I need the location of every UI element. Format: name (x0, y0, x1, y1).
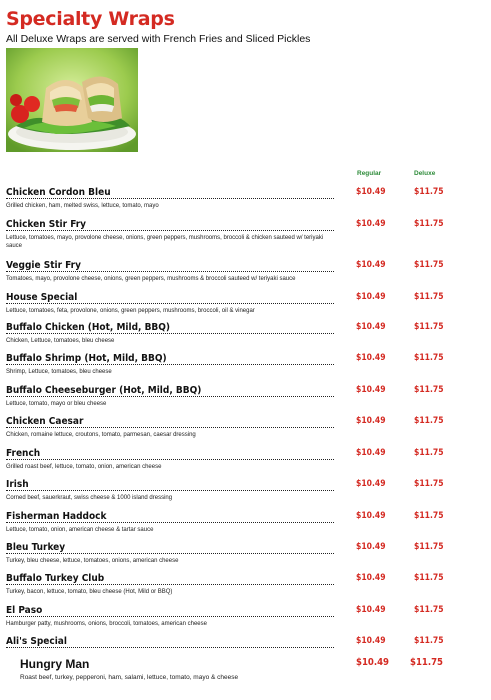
leader-dots (6, 303, 334, 304)
item-price-regular: $10.49 (356, 219, 386, 229)
item-price-regular: $10.49 (356, 353, 386, 363)
item-name: Irish (6, 479, 32, 490)
item-price-deluxe: $11.75 (414, 479, 444, 489)
item-description: Lettuce, tomatoes, feta, provolone, onions, green peppers, mushrooms, broccoli, oil & vinegar (6, 308, 255, 314)
leader-dots (6, 333, 334, 334)
menu-item (6, 260, 486, 283)
menu-item (6, 187, 486, 210)
menu-item (6, 416, 486, 439)
item-name: El Paso (6, 605, 45, 616)
item-name: Ali's Special (6, 636, 70, 647)
item-price-deluxe: $11.75 (414, 385, 444, 395)
item-name: Fisherman Haddock (6, 511, 110, 522)
item-name: Veggie Stir Fry (6, 260, 84, 271)
menu-item (6, 448, 486, 471)
item-price-regular: $10.49 (356, 416, 386, 426)
item-price-regular: $10.49 (356, 605, 386, 615)
item-description: Lettuce, tomato, mayo or bleu cheese (6, 401, 107, 407)
leader-dots (6, 584, 334, 585)
leader-dots (6, 198, 334, 199)
menu-item (6, 219, 486, 250)
menu-item (6, 292, 486, 315)
item-price-regular: $10.49 (356, 187, 386, 197)
item-description: Chicken, romaine lettuce, croutons, tomato, parmesan, caesar dressing (6, 432, 196, 438)
leader-dots (6, 647, 334, 648)
item-price-regular: $10.49 (356, 292, 386, 302)
item-description: Lettuce, tomatoes, mayo, provolone cheese, onions, green peppers, mushrooms, broccoli & chicken sauteed w/ teriyaki sauce (6, 235, 324, 249)
item-description: Grilled chicken, ham, melted swiss, lettuce, tomato, mayo (6, 203, 159, 209)
item-name: Chicken Caesar (6, 416, 86, 427)
item-price-deluxe: $11.75 (414, 322, 444, 332)
item-price-regular: $10.49 (356, 511, 386, 521)
item-price-deluxe: $11.75 (414, 187, 444, 197)
item-description: Tomatoes, mayo, provolone cheese, onions, green peppers, mushrooms & broccoli sauteed w/ teriyaki sauce (6, 276, 296, 282)
item-price-regular: $10.49 (356, 260, 386, 270)
menu-item (6, 605, 486, 628)
item-price-deluxe: $11.75 (414, 448, 444, 458)
wrap-photo (6, 48, 138, 152)
item-price-regular: $10.49 (356, 385, 386, 395)
menu-item (6, 353, 486, 376)
leader-dots (6, 553, 334, 554)
leader-dots (6, 616, 334, 617)
item-name: Buffalo Shrimp (Hot, Mild, BBQ) (6, 353, 170, 364)
menu-item (20, 657, 486, 682)
item-price-deluxe: $11.75 (414, 511, 444, 521)
item-price-deluxe: $11.75 (414, 605, 444, 615)
item-name: Bleu Turkey (6, 542, 68, 553)
leader-dots (6, 396, 334, 397)
item-price-deluxe: $11.75 (414, 542, 444, 552)
item-price-deluxe: $11.75 (414, 260, 444, 270)
item-price-regular: $10.49 (356, 322, 386, 332)
item-description: Shrimp, Lettuce, tomatoes, bleu cheese (6, 369, 112, 375)
item-price-deluxe: $11.75 (414, 353, 444, 363)
item-description: Grilled roast beef, lettuce, tomato, onion, american cheese (6, 464, 162, 470)
item-description: Chicken, Lettuce, tomatoes, bleu cheese (6, 338, 115, 344)
item-price-regular: $10.49 (356, 448, 386, 458)
item-price-regular: $10.49 (356, 542, 386, 552)
item-description: Turkey, bleu cheese, lettuce, tomatoes, onions, american cheese (6, 558, 179, 564)
page-subtitle: All Deluxe Wraps are served with French Fries and Sliced Pickles (6, 33, 311, 45)
item-description: Hamburger patty, mushrooms, onions, broccoli, tomatoes, american cheese (6, 621, 207, 627)
item-description: Lettuce, tomato, onion, american cheese & tartar sauce (6, 527, 154, 533)
menu-item (6, 542, 486, 565)
menu-item (6, 636, 486, 650)
item-name: Hungry Man (20, 657, 92, 671)
item-description: Corned beef, sauerkraut, swiss cheese & 1000 island dressing (6, 495, 173, 501)
column-header-regular: Regular (357, 170, 382, 177)
menu-item (6, 385, 486, 408)
leader-dots (6, 459, 334, 460)
item-description: Turkey, bacon, lettuce, tomato, bleu cheese (Hot, Mild or BBQ) (6, 589, 173, 595)
menu-item (6, 479, 486, 502)
menu-item (6, 573, 486, 596)
item-name: Chicken Stir Fry (6, 219, 89, 230)
item-price-regular: $10.49 (356, 636, 386, 646)
item-name: Buffalo Chicken (Hot, Mild, BBQ) (6, 322, 173, 333)
menu-item (6, 511, 486, 534)
item-price-deluxe: $11.75 (414, 573, 444, 583)
item-description: Roast beef, turkey, pepperoni, ham, salami, lettuce, tomato, mayo & cheese (20, 674, 239, 681)
item-price-deluxe: $11.75 (414, 416, 444, 426)
page-title: Specialty Wraps (6, 8, 175, 30)
leader-dots (6, 230, 334, 231)
item-name: House Special (6, 292, 80, 303)
menu-item (6, 322, 486, 345)
leader-dots (6, 490, 334, 491)
item-price-regular: $10.49 (356, 573, 386, 583)
item-price-regular: $10.49 (356, 479, 386, 489)
item-price-deluxe: $11.75 (414, 636, 444, 646)
leader-dots (6, 427, 334, 428)
leader-dots (6, 364, 334, 365)
item-name: Buffalo Cheeseburger (Hot, Mild, BBQ) (6, 385, 204, 396)
column-header-deluxe: Deluxe (414, 170, 436, 177)
item-name: Chicken Cordon Bleu (6, 187, 114, 198)
item-price-deluxe: $11.75 (414, 292, 444, 302)
item-price-deluxe: $11.75 (414, 219, 444, 229)
item-name: French (6, 448, 43, 459)
item-price-regular: $10.49 (356, 657, 389, 668)
item-name: Buffalo Turkey Club (6, 573, 107, 584)
item-price-deluxe: $11.75 (410, 657, 443, 668)
leader-dots (6, 522, 334, 523)
leader-dots (6, 271, 334, 272)
